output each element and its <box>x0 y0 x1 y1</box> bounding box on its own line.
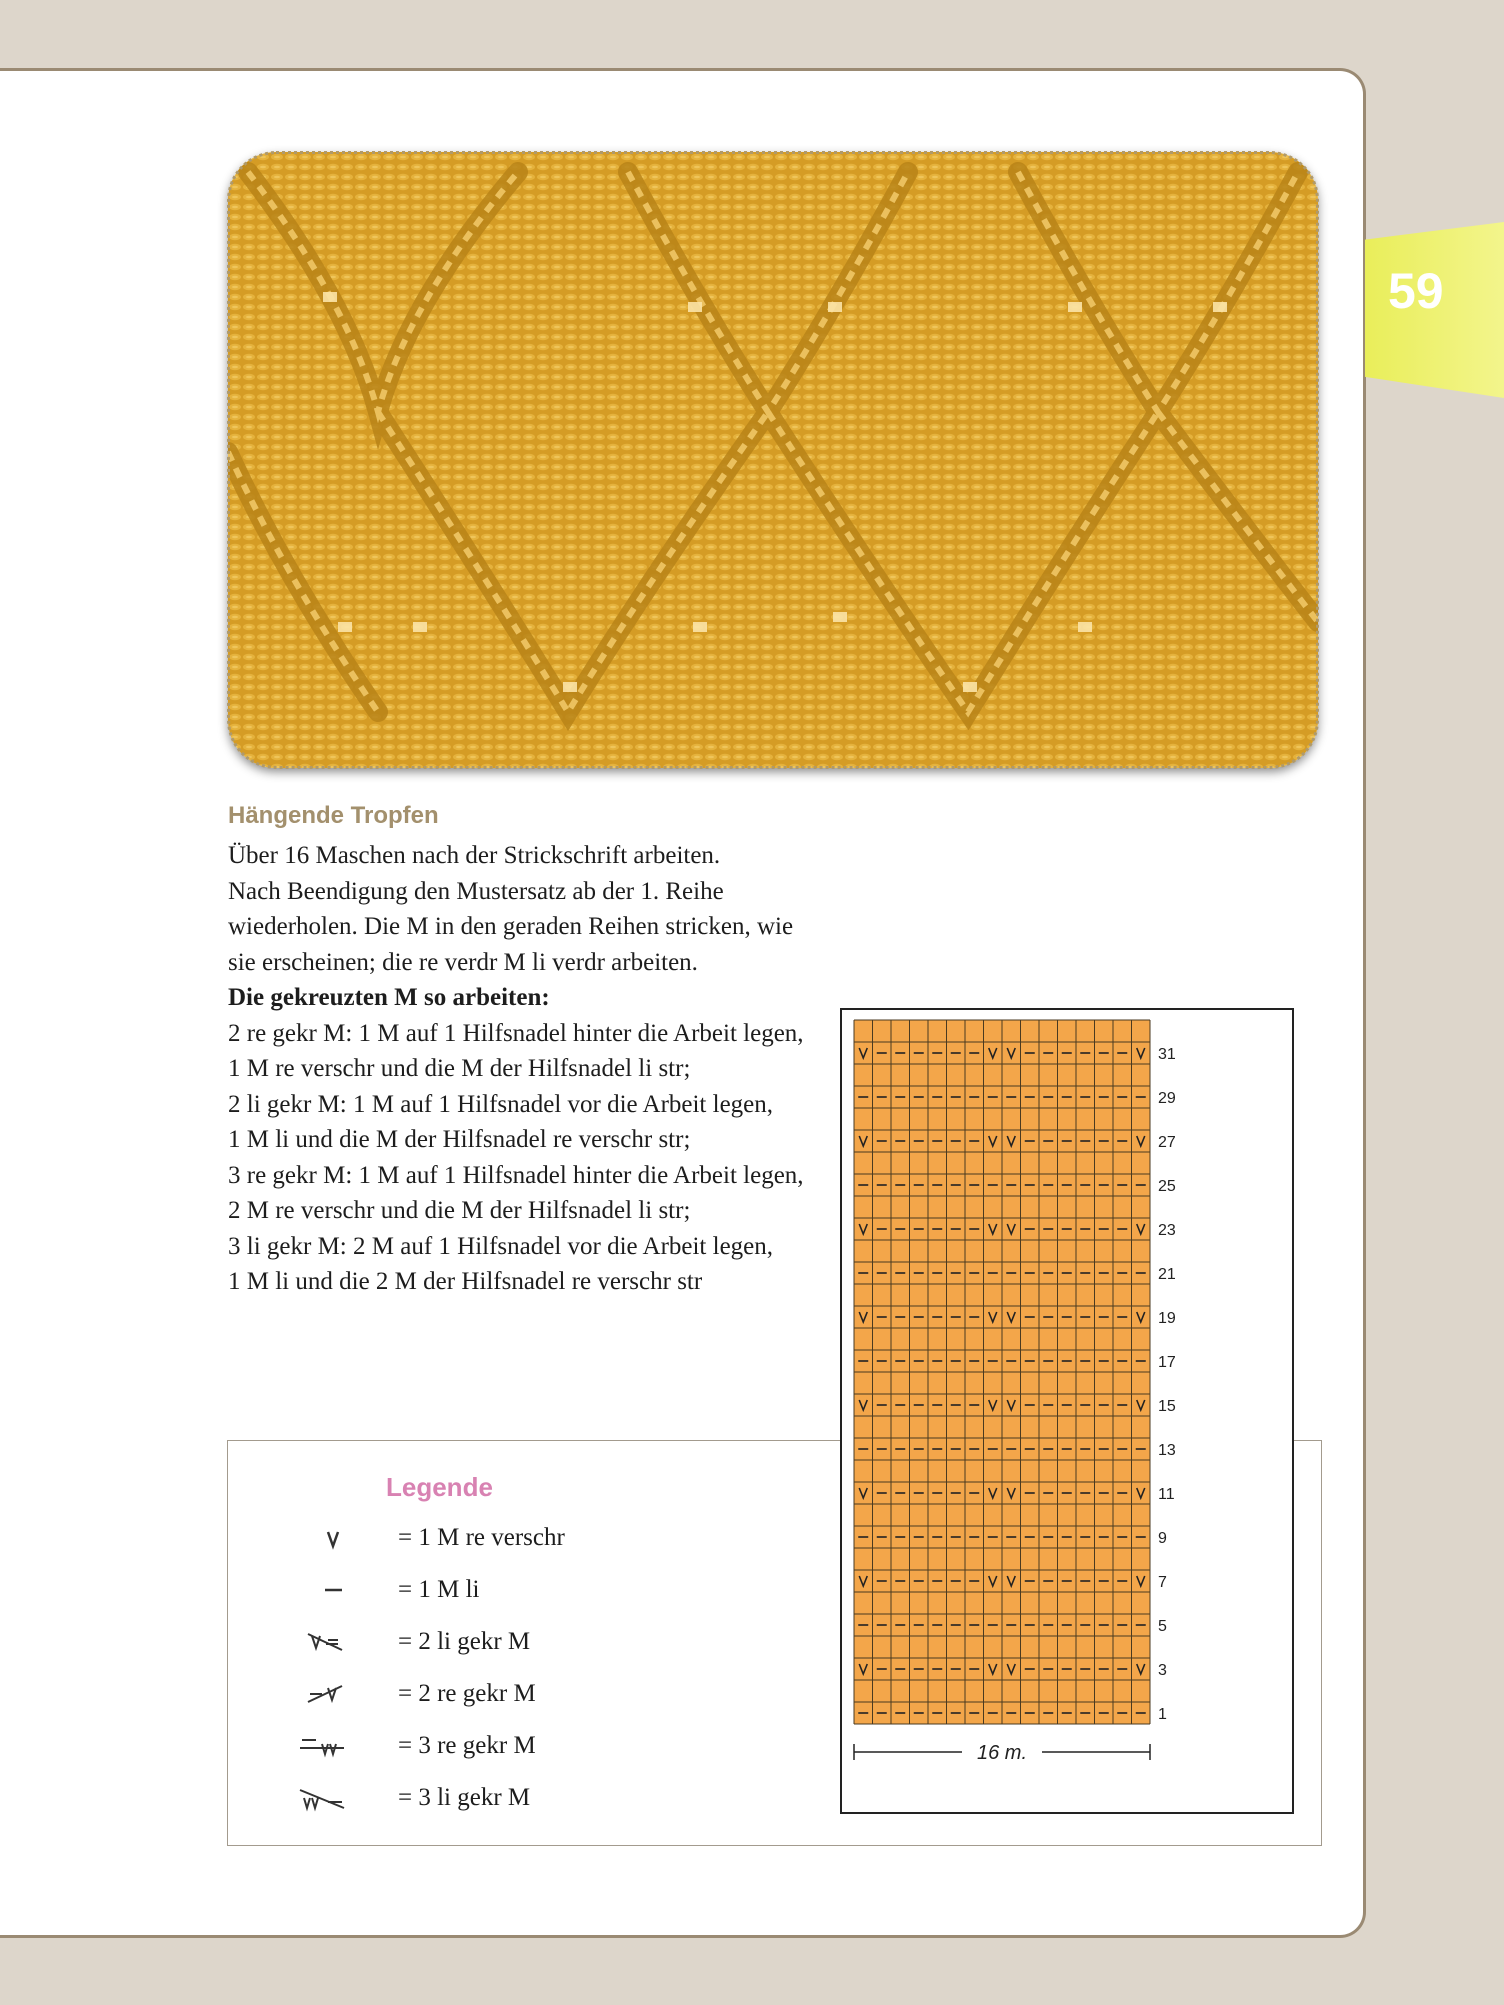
instruction-line: wiederholen. Die M in den geraden Reihen stricken, wie <box>228 913 794 940</box>
legend-item <box>290 1726 536 1766</box>
v-symbol-icon <box>290 1518 390 1558</box>
chart-row-label: 9 <box>1158 1530 1167 1547</box>
chart-row-label: 7 <box>1158 1574 1167 1591</box>
instructions-text <box>228 838 828 1300</box>
page-number: 59 <box>1388 263 1444 319</box>
chart-row-label: 23 <box>1158 1222 1176 1239</box>
cross-3-left-icon <box>290 1778 390 1818</box>
instruction-line: Nach Beendigung den Mustersatz ab der 1. Reihe <box>228 877 724 905</box>
crossed-step-line: 2 re gekr M: 1 M auf 1 Hilfsnadel hinter die Arbeit legen, <box>228 1019 804 1047</box>
cross-2-right-icon <box>290 1674 390 1714</box>
chart-row-label: 5 <box>1158 1618 1167 1635</box>
legend-item <box>290 1570 479 1610</box>
chart-row-label: 3 <box>1158 1662 1167 1679</box>
crossed-step-line: 2 M re verschr und die M der Hilfsnadel li str; <box>228 1197 691 1224</box>
pattern-title: Hängende Tropfen <box>228 802 439 829</box>
legend-text: = 1 M re verschr <box>398 1524 565 1551</box>
legend-text: = 2 li gekr M <box>398 1628 531 1655</box>
cross-2-left-icon <box>290 1622 390 1662</box>
instruction-line: Über 16 Maschen nach der Strickschrift arbeiten. <box>228 842 721 869</box>
legend-title: Legende <box>386 1472 493 1502</box>
crossed-step-line: 1 M re verschr und die M der Hilfsnadel li str; <box>228 1055 691 1082</box>
legend-text: = 2 re gekr M <box>398 1680 536 1707</box>
knitting-chart <box>840 1008 1294 1814</box>
dash-symbol-icon <box>290 1570 390 1610</box>
crossed-step-line: 3 li gekr M: 2 M auf 1 Hilfsnadel vor die Arbeit legen, <box>228 1232 774 1260</box>
crossed-step-line: 1 M li und die M der Hilfsnadel re verschr str; <box>228 1126 691 1153</box>
legend-text: = 1 M li <box>398 1576 480 1603</box>
chart-row-label: 13 <box>1158 1442 1176 1459</box>
chart-row-label: 17 <box>1158 1354 1176 1371</box>
legend-text: = 3 li gekr M <box>398 1784 531 1811</box>
crossed-step-line: 2 li gekr M: 1 M auf 1 Hilfsnadel vor die Arbeit legen, <box>228 1090 774 1118</box>
knitting-sample-photo <box>228 152 1318 768</box>
crossed-heading: Die gekreuzten M so arbeiten: <box>228 984 550 1011</box>
chart-row-label: 27 <box>1158 1134 1176 1151</box>
crossed-step-line: 1 M li und die 2 M der Hilfsnadel re verschr str <box>228 1268 703 1295</box>
chart-row-label: 29 <box>1158 1090 1176 1107</box>
legend-item <box>290 1778 530 1818</box>
chart-row-label: 1 <box>1158 1706 1167 1723</box>
crossed-step-line: 3 re gekr M: 1 M auf 1 Hilfsnadel hinter die Arbeit legen, <box>228 1161 804 1189</box>
chart-row-label: 11 <box>1158 1486 1175 1503</box>
chart-row-label: 31 <box>1158 1046 1176 1063</box>
chart-width-label: 16 m. <box>976 1742 1028 1764</box>
cross-3-right-icon <box>290 1726 390 1766</box>
instruction-line: sie erscheinen; die re verdr M li verdr arbeiten. <box>228 948 698 976</box>
chart-row-label: 25 <box>1158 1178 1176 1195</box>
legend-item <box>290 1674 536 1714</box>
legend-item <box>290 1622 530 1662</box>
legend-item <box>290 1518 565 1558</box>
chart-row-label: 21 <box>1158 1266 1176 1283</box>
chart-row-label: 15 <box>1158 1398 1176 1415</box>
legend-text: = 3 re gekr M <box>398 1732 536 1759</box>
chart-row-label: 19 <box>1158 1310 1176 1327</box>
